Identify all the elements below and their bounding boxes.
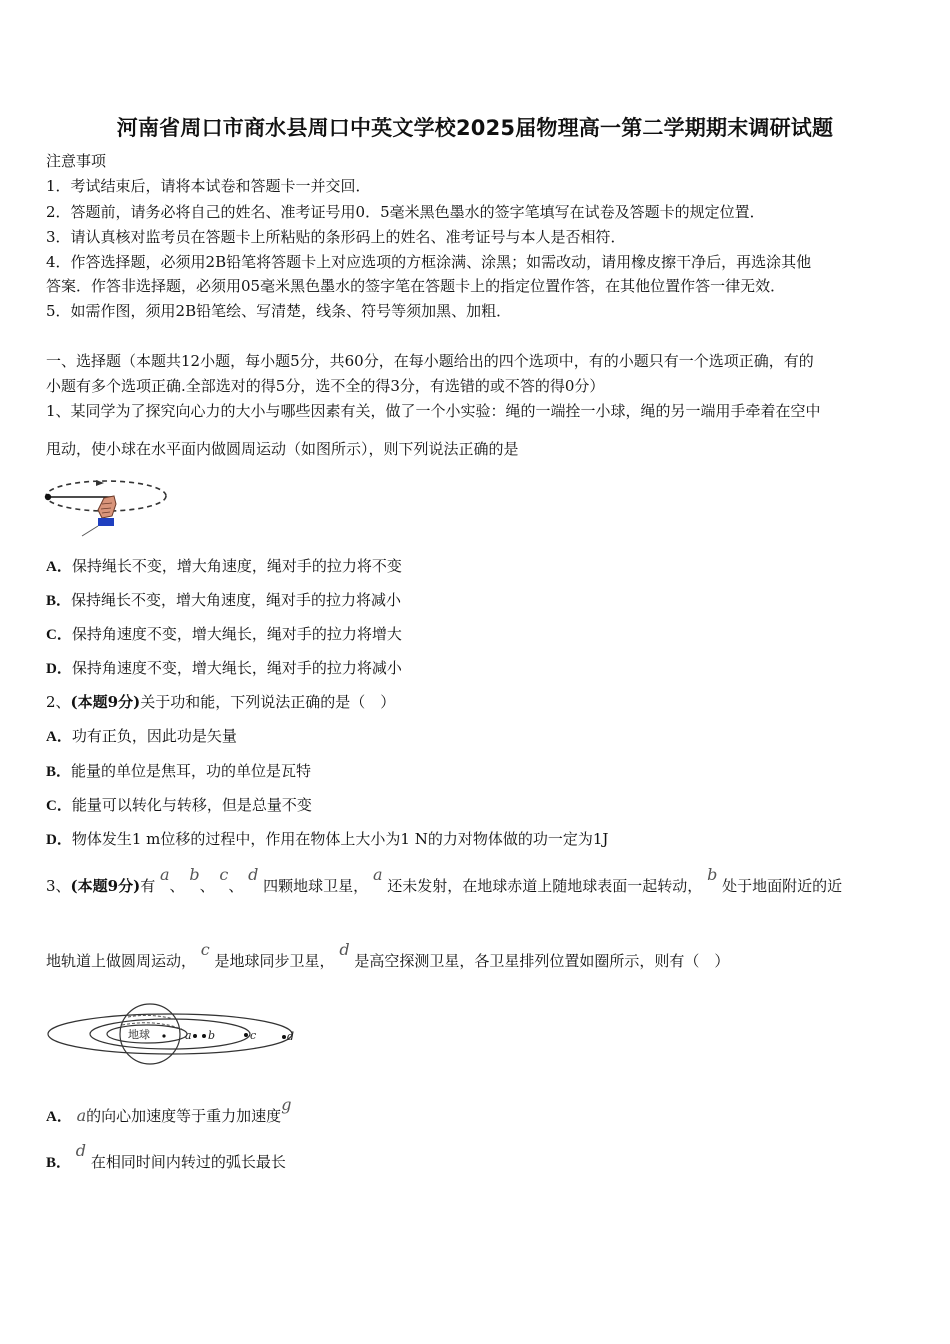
var-d: d	[339, 940, 350, 959]
var-d: d	[75, 1141, 87, 1160]
notice-item-4: 4．作答选择题，必须用2B铅笔将答题卡上对应选项的方框涂满、涂黑；如需改动，请用橡皮擦干净后，再选涂其他	[46, 253, 812, 271]
q2-option-d: D．物体发生1 m位移的过程中，作用在物体上大小为1 N的力对物体做的功一定为1J	[46, 830, 609, 848]
q1-option-b: B．保持绳长不变，增大角速度，绳对手的拉力将减小	[46, 591, 402, 609]
section-heading-line2: 小题有多个选项正确.全部选对的得5分，选不全的得3分，有选错的或不答的得0分）	[46, 377, 605, 395]
hand-swinging-ball-figure	[42, 470, 170, 542]
q1-option-a: A．保持绳长不变，增大角速度，绳对手的拉力将不变	[46, 557, 402, 575]
var-a: a	[159, 865, 170, 884]
notice-item-4-cont: 答案．作答非选择题，必须用05毫米黑色墨水的签字笔在答题卡上的指定位置作答，在其他位置作答一律无效．	[46, 277, 786, 295]
svg-text:c: c	[250, 1029, 257, 1042]
q3-stem-line2: 地轨道上做圆周运动， c 是地球同步卫星， d 是高空探测卫星，各卫星排列位置如圈所示，则有（ ）	[46, 940, 730, 970]
var-c: c	[200, 940, 210, 959]
var-g: g	[281, 1095, 292, 1114]
var-d: d	[248, 865, 259, 884]
q2-option-b: B．能量的单位是焦耳，功的单位是瓦特	[46, 762, 312, 780]
satellite-orbits-figure	[44, 1003, 300, 1069]
q1-option-d: D．保持角速度不变，增大绳长，绳对手的拉力将减小	[46, 659, 402, 677]
var-b: b	[189, 865, 200, 884]
notice-item-5: 5．如需作图，须用2B铅笔绘、写清楚，线条、符号等须加黑、加粗．	[46, 302, 512, 320]
svg-text:d: d	[287, 1030, 295, 1043]
q3-option-b: B． d 在相同时间内转过的弧长最长	[46, 1141, 286, 1171]
svg-text:a: a	[185, 1029, 192, 1042]
earth-label: 地球	[128, 1028, 150, 1041]
notice-item-2: 2．答题前，请务必将自己的姓名、准考证号用0．5毫米黑色墨水的签字笔填写在试卷及答题卡的规定位置．	[46, 203, 765, 221]
var-c: c	[219, 865, 229, 884]
q2-stem: 2、(本题9分)关于功和能，下列说法正确的是（ ）	[46, 693, 396, 711]
svg-text:b: b	[208, 1029, 216, 1042]
q1-stem-line2: 甩动，使小球在水平面内做圆周运动（如图所示），则下列说法正确的是	[46, 440, 519, 458]
var-a: a	[372, 865, 383, 884]
notice-item-1: 1．考试结束后，请将本试卷和答题卡一并交回．	[46, 177, 371, 195]
q3-stem-line1: 3、(本题9分)有 a、 b、 c、 d 四颗地球卫星， a 还未发射，在地球赤道上随地球表面一起转动， b 处于地面附近的近	[46, 865, 843, 895]
var-a: a	[76, 1106, 87, 1125]
q1-option-c: C．保持角速度不变，增大绳长，绳对手的拉力将增大	[46, 625, 402, 643]
section-heading-line1: 一、选择题（本题共12小题，每小题5分，共60分，在每小题给出的四个选项中，有的小题只有一个选项正确，有的	[46, 352, 814, 370]
q2-option-a: A．功有正负，因此功是矢量	[46, 727, 237, 745]
q2-option-c: C．能量可以转化与转移，但是总量不变	[46, 796, 312, 814]
document-title: 河南省周口市商水县周口中英文学校2025届物理高一第二学期期末调研试题	[116, 116, 834, 140]
q3-option-a: A． a的向心加速度等于重力加速度g	[46, 1095, 292, 1125]
notice-item-3: 3．请认真核对监考员在答题卡上所粘贴的条形码上的姓名、准考证号与本人是否相符．	[46, 228, 626, 246]
var-b: b	[707, 865, 718, 884]
notice-heading: 注意事项	[46, 152, 107, 170]
q1-stem-line1: 1、某同学为了探究向心力的大小与哪些因素有关，做了一个小实验：绳的一端拴一小球，绳的另一端用手牵着在空中	[46, 402, 821, 420]
